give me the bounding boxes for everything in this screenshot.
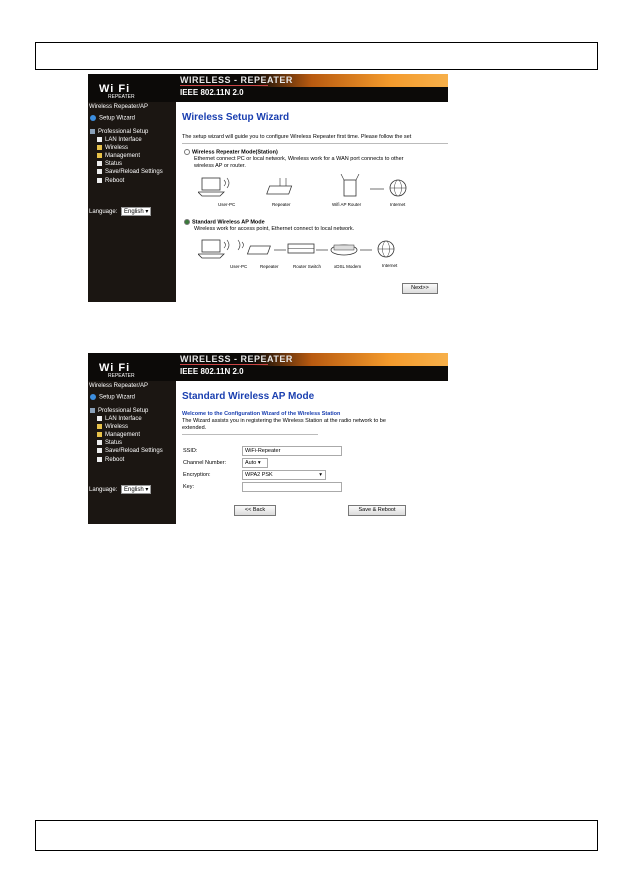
logo-sub: REPEATER (108, 373, 135, 379)
banner-underline (180, 364, 268, 365)
ssid-label: SSID: (183, 448, 198, 454)
modem-icon (331, 245, 357, 255)
sidebar-item-label: Professional Setup (98, 408, 149, 415)
mode1-desc-2: wireless AP or router. (194, 163, 246, 169)
language-row (89, 207, 151, 216)
banner (88, 74, 448, 102)
sidebar-item-label: Save/Reload Settings (105, 448, 163, 455)
logo-sub: REPEATER (108, 94, 135, 100)
sidebar-item-label: Save/Reload Settings (105, 169, 163, 176)
mode1-radio[interactable] (184, 149, 190, 155)
sidebar-item-label: Wireless (105, 424, 129, 431)
repeater-icon (267, 178, 292, 194)
folder-icon (97, 424, 102, 429)
page-title: Standard Wireless AP Mode (182, 391, 315, 402)
file-icon (97, 416, 102, 421)
chevron-down-icon: ▾ (145, 209, 149, 215)
ap-mode-screenshot (88, 353, 448, 524)
wizard-desc-1: The Wizard assists you in registering the Wireless Station at the radio network to be (182, 418, 386, 424)
mode1-title: Wireless Repeater Mode(Station) (192, 149, 278, 156)
sidebar-item-label: Reboot (105, 457, 125, 464)
repeater-icon (238, 240, 270, 254)
file-icon (97, 169, 102, 174)
main-content (176, 381, 448, 524)
sidebar-item-status[interactable] (97, 440, 122, 446)
sidebar-item-reboot[interactable] (97, 457, 124, 463)
mode2-title: Standard Wireless AP Mode (192, 219, 265, 226)
computer-icon (90, 408, 95, 413)
mode2-title-row[interactable] (184, 219, 265, 225)
device-label: Router Switch (293, 264, 322, 269)
sidebar-item-professional-setup[interactable] (90, 408, 148, 414)
file-icon (97, 448, 102, 453)
device-label: Wifi AP Router (332, 202, 362, 207)
wizard-desc-2: extended. (182, 425, 207, 431)
channel-select[interactable] (242, 458, 268, 468)
key-label: Key: (183, 484, 195, 490)
sidebar-item-label: Setup Wizard (99, 394, 136, 401)
sidebar-item-label: Status (105, 440, 123, 447)
mode1-diagram (198, 174, 448, 206)
folder-icon (97, 153, 102, 158)
mode2-desc: Wireless work for access point, Ethernet connect to local network. (194, 226, 355, 232)
sidebar-item-label: Setup Wizard (99, 115, 136, 122)
internet-globe-icon (390, 180, 406, 196)
wifi-logo (88, 74, 176, 102)
laptop-icon (198, 240, 229, 258)
language-label: Language: (89, 487, 118, 493)
chevron-down-icon: ▾ (145, 487, 149, 493)
save-reboot-button[interactable]: Save & Reboot (348, 505, 406, 516)
banner-title: WIRELESS - REPEATER (180, 354, 293, 364)
logo-text: Wi Fi (99, 83, 131, 95)
welcome-text: Welcome to the Configuration Wizard of the Wireless Station (182, 411, 341, 417)
chevron-down-icon: ▾ (319, 472, 322, 478)
device-label: Repeater (272, 202, 291, 207)
sidebar-item-label: Professional Setup (98, 129, 149, 136)
sidebar-item-wireless[interactable] (97, 424, 128, 430)
sidebar (88, 381, 176, 524)
sidebar-item-reboot[interactable] (97, 178, 124, 184)
key-input[interactable] (242, 482, 342, 492)
language-label: Language: (89, 209, 118, 215)
mode1-desc-1: Ethernet connect PC or local network, Wireless work for a WAN port connects to other (194, 156, 404, 162)
router-icon (341, 174, 359, 196)
wifi-logo (88, 353, 176, 381)
language-select[interactable] (121, 485, 151, 494)
sidebar-item-setup-wizard[interactable] (90, 115, 135, 122)
intro-text: The setup wizard will guide you to configure Wireless Repeater first time. Please follow the set (182, 134, 412, 140)
computer-icon (90, 129, 95, 134)
channel-value: Auto (245, 460, 257, 466)
mode1-title-row[interactable] (184, 149, 278, 155)
sidebar-header: Wireless Repeater/AP (89, 104, 149, 110)
logo-text: Wi Fi (99, 362, 131, 374)
ssid-input[interactable]: WiFi-Repeater (242, 446, 342, 456)
device-label: Internet (382, 263, 398, 268)
file-icon (97, 137, 102, 142)
page-footer-box (35, 820, 598, 851)
device-label: User-PC (230, 264, 248, 269)
sidebar-item-lan-interface[interactable] (97, 416, 142, 422)
sidebar-item-wireless[interactable] (97, 145, 128, 151)
sidebar-item-management[interactable] (97, 153, 140, 159)
mode2-radio[interactable] (184, 219, 190, 225)
channel-label: Channel Number: (183, 460, 227, 466)
banner (88, 353, 448, 381)
sidebar-item-lan-interface[interactable] (97, 137, 142, 143)
sidebar-item-label: Management (105, 432, 141, 439)
internet-globe-icon (378, 241, 394, 257)
help-icon (90, 115, 96, 121)
back-button[interactable]: << Back (234, 505, 276, 516)
main-content (176, 102, 448, 302)
page-header-box (35, 42, 598, 70)
setup-wizard-screenshot (88, 74, 448, 302)
file-icon (97, 440, 102, 445)
device-label: Internet (390, 202, 406, 207)
divider (182, 434, 318, 435)
mode2-diagram (198, 236, 438, 266)
sidebar-item-setup-wizard[interactable] (90, 394, 135, 401)
language-value: English (124, 487, 144, 493)
divider (182, 143, 448, 144)
encryption-label: Encryption: (183, 472, 211, 478)
sidebar-item-management[interactable] (97, 432, 140, 438)
sidebar-item-save-reload[interactable] (97, 169, 163, 175)
chevron-down-icon: ▾ (257, 460, 261, 466)
sidebar-item-label: LAN Interface (105, 416, 142, 423)
encryption-select[interactable] (242, 470, 326, 480)
file-icon (97, 178, 102, 183)
banner-title: WIRELESS - REPEATER (180, 75, 293, 85)
sidebar-item-status[interactable] (97, 161, 122, 167)
sidebar (88, 102, 176, 302)
language-value: English (124, 209, 144, 215)
language-row (89, 485, 151, 494)
device-label: User-PC (218, 202, 236, 207)
sidebar-item-label: Reboot (105, 178, 125, 185)
sidebar-item-label: LAN Interface (105, 137, 142, 144)
sidebar-item-professional-setup[interactable] (90, 129, 148, 135)
page-title: Wireless Setup Wizard (182, 112, 290, 123)
next-button[interactable]: Next>> (402, 283, 438, 294)
help-icon (90, 394, 96, 400)
file-icon (97, 457, 102, 462)
sidebar-item-label: Status (105, 161, 123, 168)
laptop-icon (198, 178, 229, 196)
file-icon (97, 161, 102, 166)
banner-subtitle: IEEE 802.11N 2.0 (180, 367, 244, 376)
language-select[interactable] (121, 207, 151, 216)
folder-icon (97, 145, 102, 150)
encryption-value: WPA2 PSK (245, 472, 273, 478)
sidebar-header: Wireless Repeater/AP (89, 383, 149, 389)
folder-icon (97, 432, 102, 437)
device-label: Repeater (260, 264, 279, 269)
banner-subtitle: IEEE 802.11N 2.0 (180, 88, 244, 97)
sidebar-item-save-reload[interactable] (97, 448, 163, 454)
banner-underline (180, 85, 268, 86)
sidebar-item-label: Management (105, 153, 141, 160)
switch-icon (288, 244, 314, 253)
device-label: xDSL Modem (334, 264, 362, 269)
sidebar-item-label: Wireless (105, 145, 129, 152)
